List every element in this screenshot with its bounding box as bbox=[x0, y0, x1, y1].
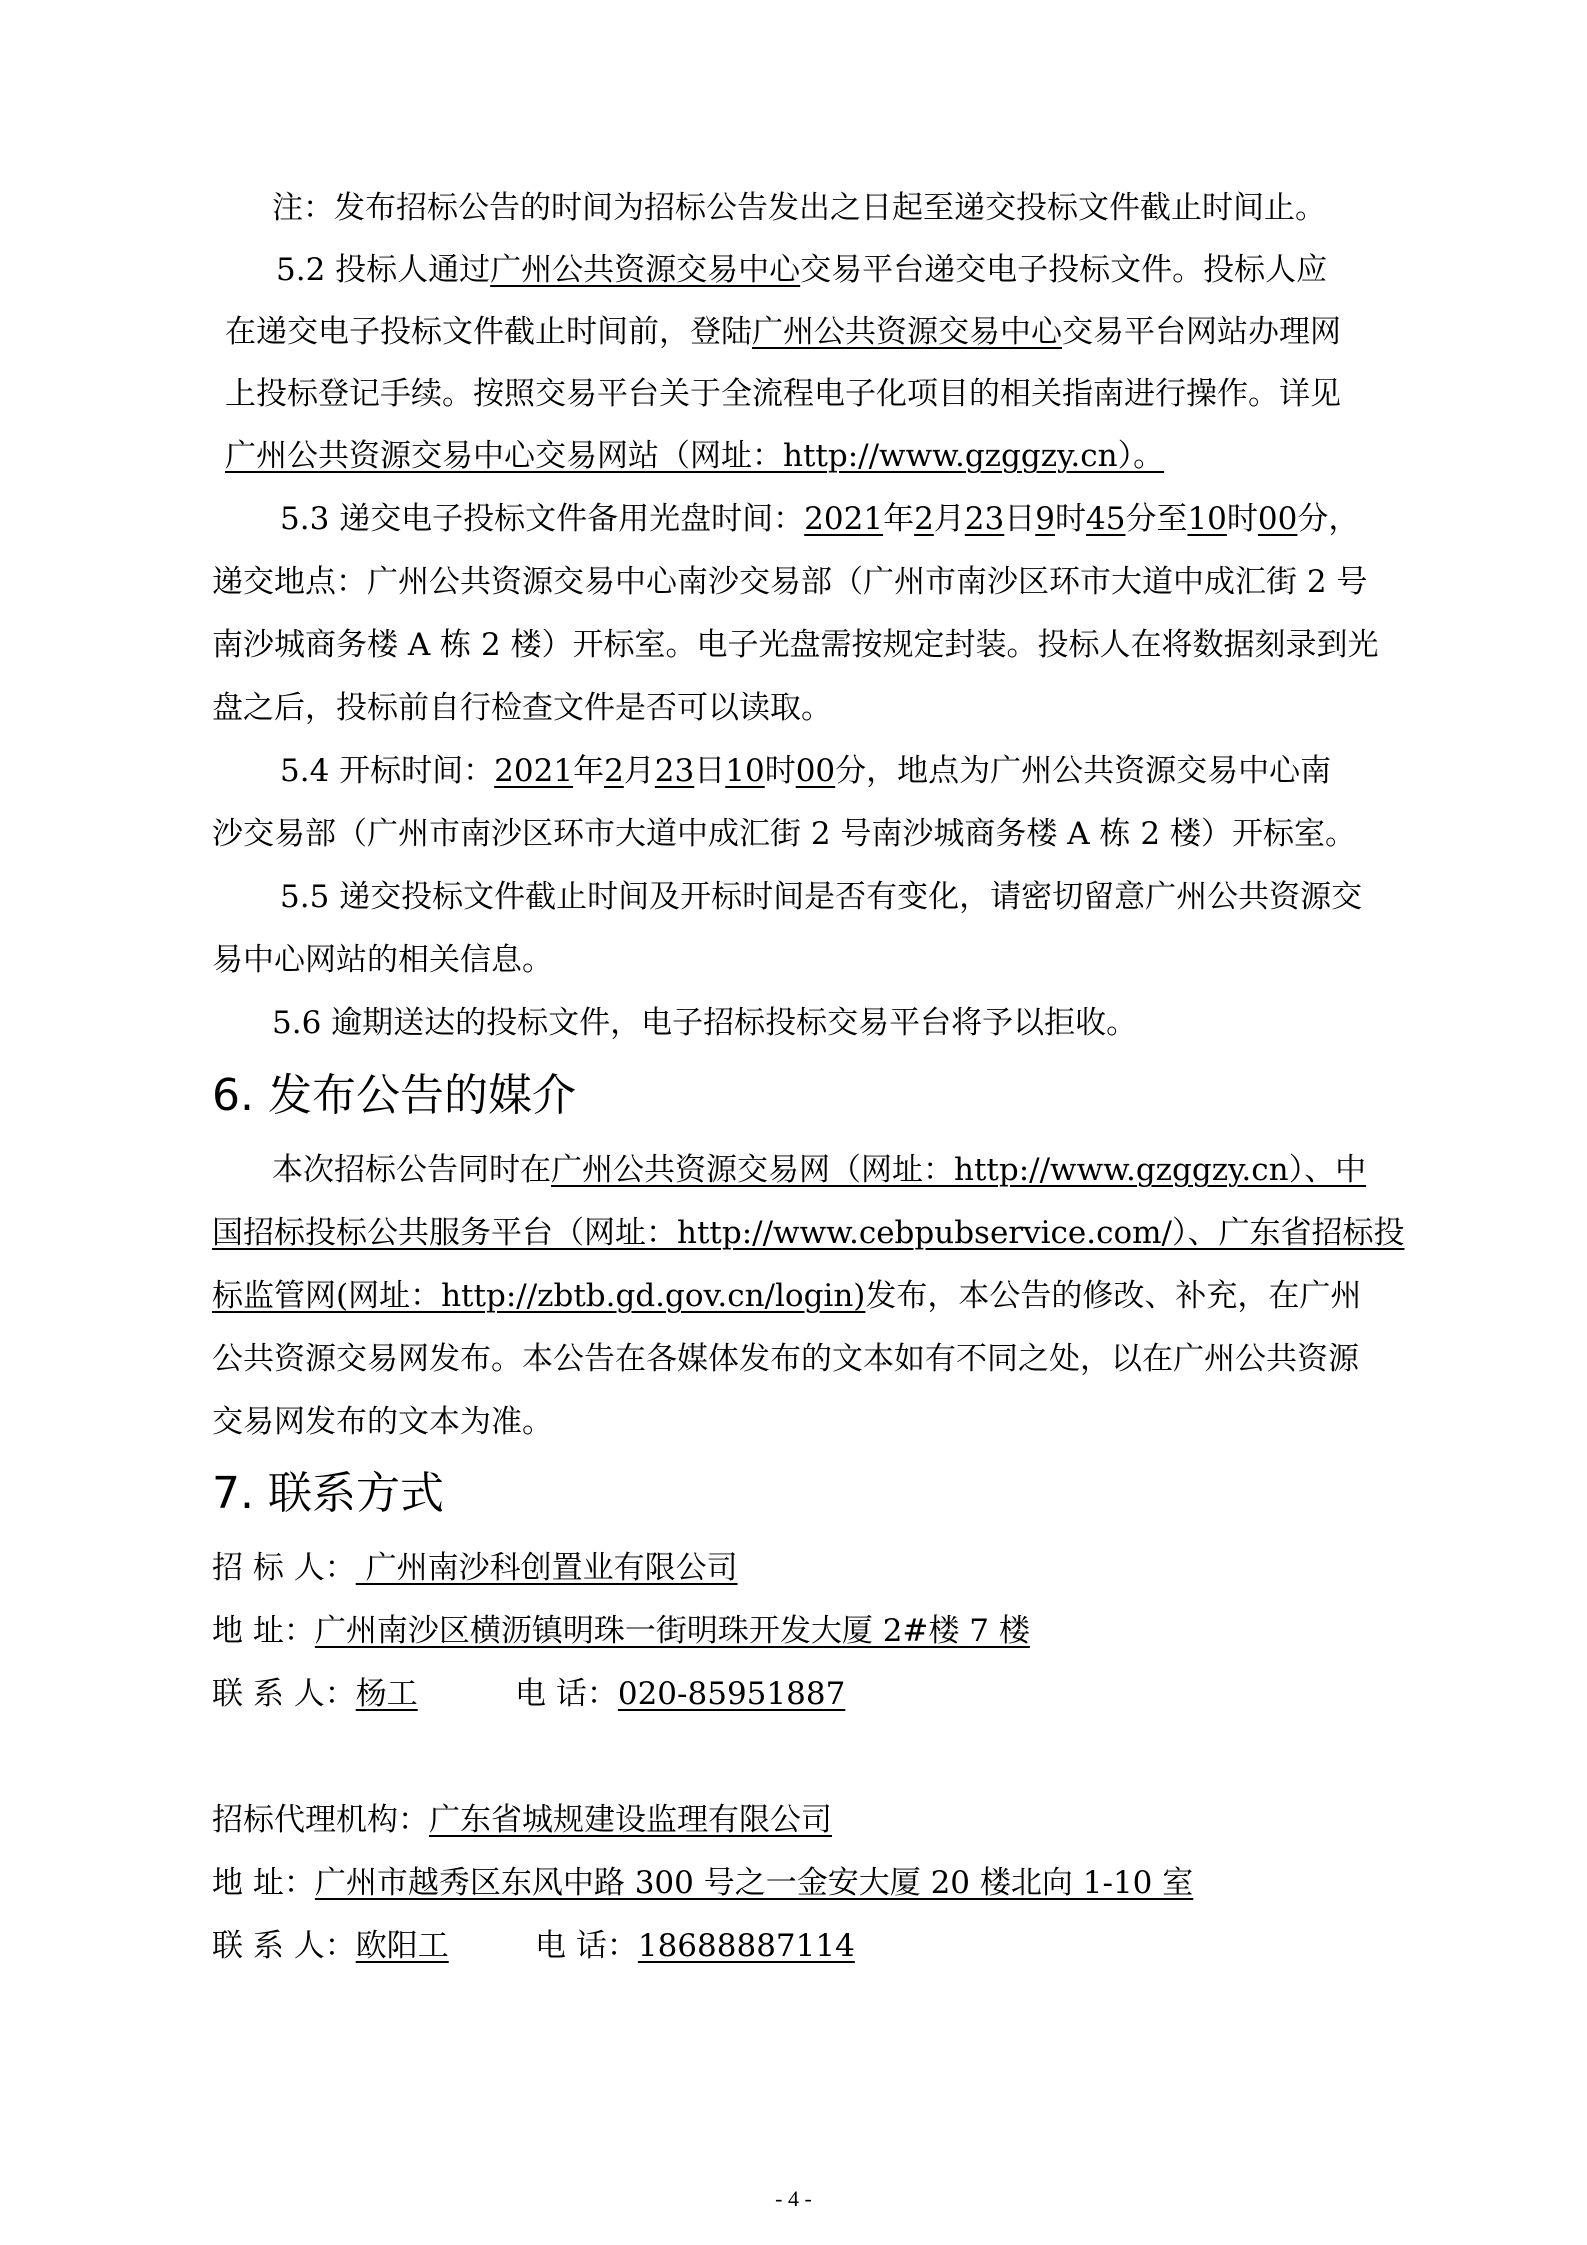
para-5-2-line-2-post: 交易平台网站办理网 bbox=[1062, 314, 1341, 350]
gzggzy-website-link[interactable]: 广州公共资源交易中心交易网站（网址：http://www.gzggzy.cn）。 bbox=[225, 438, 1165, 474]
p53-day-unit: 日 bbox=[1004, 501, 1036, 537]
sec6-line-3 bbox=[212, 1276, 1361, 1316]
para-5-2-line-3: 上投标登记手续。按照交易平台关于全流程电子化项目的相关指南进行操作。详见 bbox=[225, 376, 1341, 412]
p53-day: 23 bbox=[964, 501, 1005, 537]
zbtb-link[interactable]: 标监管网(网址：http://zbtb.gd.gov.cn/login) bbox=[212, 1278, 866, 1314]
agent-tel-label: 电 话： bbox=[535, 1928, 638, 1964]
tenderer-value: 广州南沙科创置业有限公司 bbox=[355, 1550, 738, 1586]
para-5-3-line-2: 递交地点：广州公共资源交易中心南沙交易部（广州市南沙区环市大道中成汇街 2 号 bbox=[212, 564, 1368, 600]
agent-row bbox=[212, 1800, 832, 1840]
sec6-line-4: 公共资源交易网发布。本公告在各媒体发布的文本如有不同之处，以在广州公共资源 bbox=[212, 1341, 1359, 1377]
p54-month-unit: 月 bbox=[623, 753, 655, 789]
agent-tel-value: 18688887114 bbox=[637, 1928, 855, 1964]
address-row bbox=[212, 1611, 1030, 1651]
tel-value: 020-85951887 bbox=[617, 1676, 846, 1712]
agent-address-value: 广州市越秀区东风中路 300 号之一金安大厦 20 楼北向 1-10 室 bbox=[314, 1865, 1194, 1901]
p54-day: 23 bbox=[654, 753, 695, 789]
tel-row bbox=[515, 1674, 845, 1714]
page-number: - 4 - bbox=[775, 2186, 812, 2211]
agent-value: 广东省城规建设监理有限公司 bbox=[429, 1802, 832, 1838]
para-5-2-prefix: 5.2 投标人通过 bbox=[276, 252, 491, 288]
para-5-2-mid: 交易平台递交电子投标文件。投标人应 bbox=[800, 252, 1328, 288]
sec6-line-3-post: 发布，本公告的修改、补充，在广州 bbox=[865, 1278, 1362, 1314]
tenderer-row bbox=[212, 1548, 738, 1588]
p53-hour-unit: 时 bbox=[1054, 501, 1086, 537]
p54-year-unit: 年 bbox=[573, 753, 605, 789]
p54-hour: 10 bbox=[725, 753, 765, 789]
p53-hour: 9 bbox=[1035, 501, 1055, 537]
gzggzy-media-link[interactable]: 广州公共资源交易网（网址：http://www.gzggzy.cn）、中 bbox=[551, 1152, 1367, 1188]
p53-month-unit: 月 bbox=[933, 501, 965, 537]
agent-address-label: 地 址： bbox=[212, 1865, 315, 1901]
contact-label: 联 系 人： bbox=[212, 1676, 356, 1712]
para-5-5-line-2: 易中心网站的相关信息。 bbox=[212, 942, 553, 978]
p54-hour-unit: 时 bbox=[764, 753, 796, 789]
tenderer-label: 招 标 人： bbox=[212, 1550, 356, 1586]
p54-year: 2021 bbox=[494, 753, 574, 789]
para-5-2-line-4 bbox=[225, 436, 1164, 476]
p53-month: 2 bbox=[914, 501, 934, 537]
sec6-line-1 bbox=[272, 1150, 1366, 1190]
section-6-heading: 6. 发布公告的媒介 bbox=[212, 1070, 576, 1121]
p53-hour2-unit: 时 bbox=[1226, 501, 1258, 537]
p54-minute: 00 bbox=[795, 753, 836, 789]
tel-label: 电 话： bbox=[515, 1676, 618, 1712]
para-5-5-line-1: 5.5 递交投标文件截止时间及开标时间是否有变化，请密切留意广州公共资源交 bbox=[280, 879, 1363, 915]
p53-minute2: 00 bbox=[1257, 501, 1298, 537]
address-value: 广州南沙区横沥镇明珠一街明珠开发大厦 2#楼 7 楼 bbox=[314, 1613, 1030, 1649]
agent-contact-row bbox=[212, 1926, 449, 1966]
para-5-3-line-1 bbox=[280, 499, 1359, 539]
section-7-heading: 7. 联系方式 bbox=[212, 1468, 444, 1519]
p53-minute: 45 bbox=[1085, 501, 1126, 537]
agent-contact-value: 欧阳工 bbox=[355, 1928, 449, 1964]
note-text: 注：发布招标公告的时间为招标公告发出之日起至递交投标文件截止时间止。 bbox=[272, 190, 1326, 226]
agent-address-row bbox=[212, 1863, 1193, 1903]
agent-label: 招标代理机构： bbox=[212, 1802, 429, 1838]
para-5-4-line-1 bbox=[280, 751, 1331, 791]
p54-day-unit: 日 bbox=[694, 753, 726, 789]
p53-minute-unit: 分至 bbox=[1125, 501, 1188, 537]
sec6-line-2 bbox=[212, 1213, 1404, 1253]
gzggzy-center-link-2[interactable]: 广州公共资源交易中心 bbox=[752, 314, 1062, 350]
agent-tel-row bbox=[535, 1926, 855, 1966]
p53-year: 2021 bbox=[804, 501, 884, 537]
p53-minute2-unit: 分， bbox=[1297, 501, 1360, 537]
p54-rest: 分，地点为广州公共资源交易中心南 bbox=[835, 753, 1332, 789]
para-5-6: 5.6 逾期送达的投标文件，电子招标投标交易平台将予以拒收。 bbox=[272, 1005, 1138, 1041]
para-5-2-line-2-pre: 在递交电子投标文件截止时间前，登陆 bbox=[225, 314, 752, 350]
p53-label: 5.3 递交电子投标文件备用光盘时间： bbox=[280, 501, 805, 537]
p54-month: 2 bbox=[604, 753, 624, 789]
para-5-2-line-1 bbox=[276, 250, 1327, 290]
agent-contact-label: 联 系 人： bbox=[212, 1928, 356, 1964]
p54-label: 5.4 开标时间： bbox=[280, 753, 495, 789]
contact-row bbox=[212, 1674, 418, 1714]
para-5-3-line-4: 盘之后，投标前自行检查文件是否可以读取。 bbox=[212, 690, 832, 726]
contact-value: 杨工 bbox=[355, 1676, 418, 1712]
sec6-line-1-pre: 本次招标公告同时在 bbox=[272, 1152, 551, 1188]
para-5-3-line-3: 南沙城商务楼 A 栋 2 楼）开标室。电子光盘需按规定封装。投标人在将数据刻录到光 bbox=[212, 627, 1379, 663]
cebpubservice-link[interactable]: 国招标投标公共服务平台（网址：http://www.cebpubservice.com/）、广东省招标投 bbox=[212, 1215, 1405, 1251]
p53-year-unit: 年 bbox=[883, 501, 915, 537]
gzggzy-center-link-1[interactable]: 广州公共资源交易中心 bbox=[490, 252, 801, 288]
p53-hour2: 10 bbox=[1187, 501, 1227, 537]
para-5-2-line-2 bbox=[225, 312, 1341, 352]
address-label: 地 址： bbox=[212, 1613, 315, 1649]
sec6-line-5: 交易网发布的文本为准。 bbox=[212, 1404, 553, 1440]
para-5-4-line-2: 沙交易部（广州市南沙区环市大道中成汇街 2 号南沙城商务楼 A 栋 2 楼）开标室。 bbox=[212, 816, 1356, 852]
